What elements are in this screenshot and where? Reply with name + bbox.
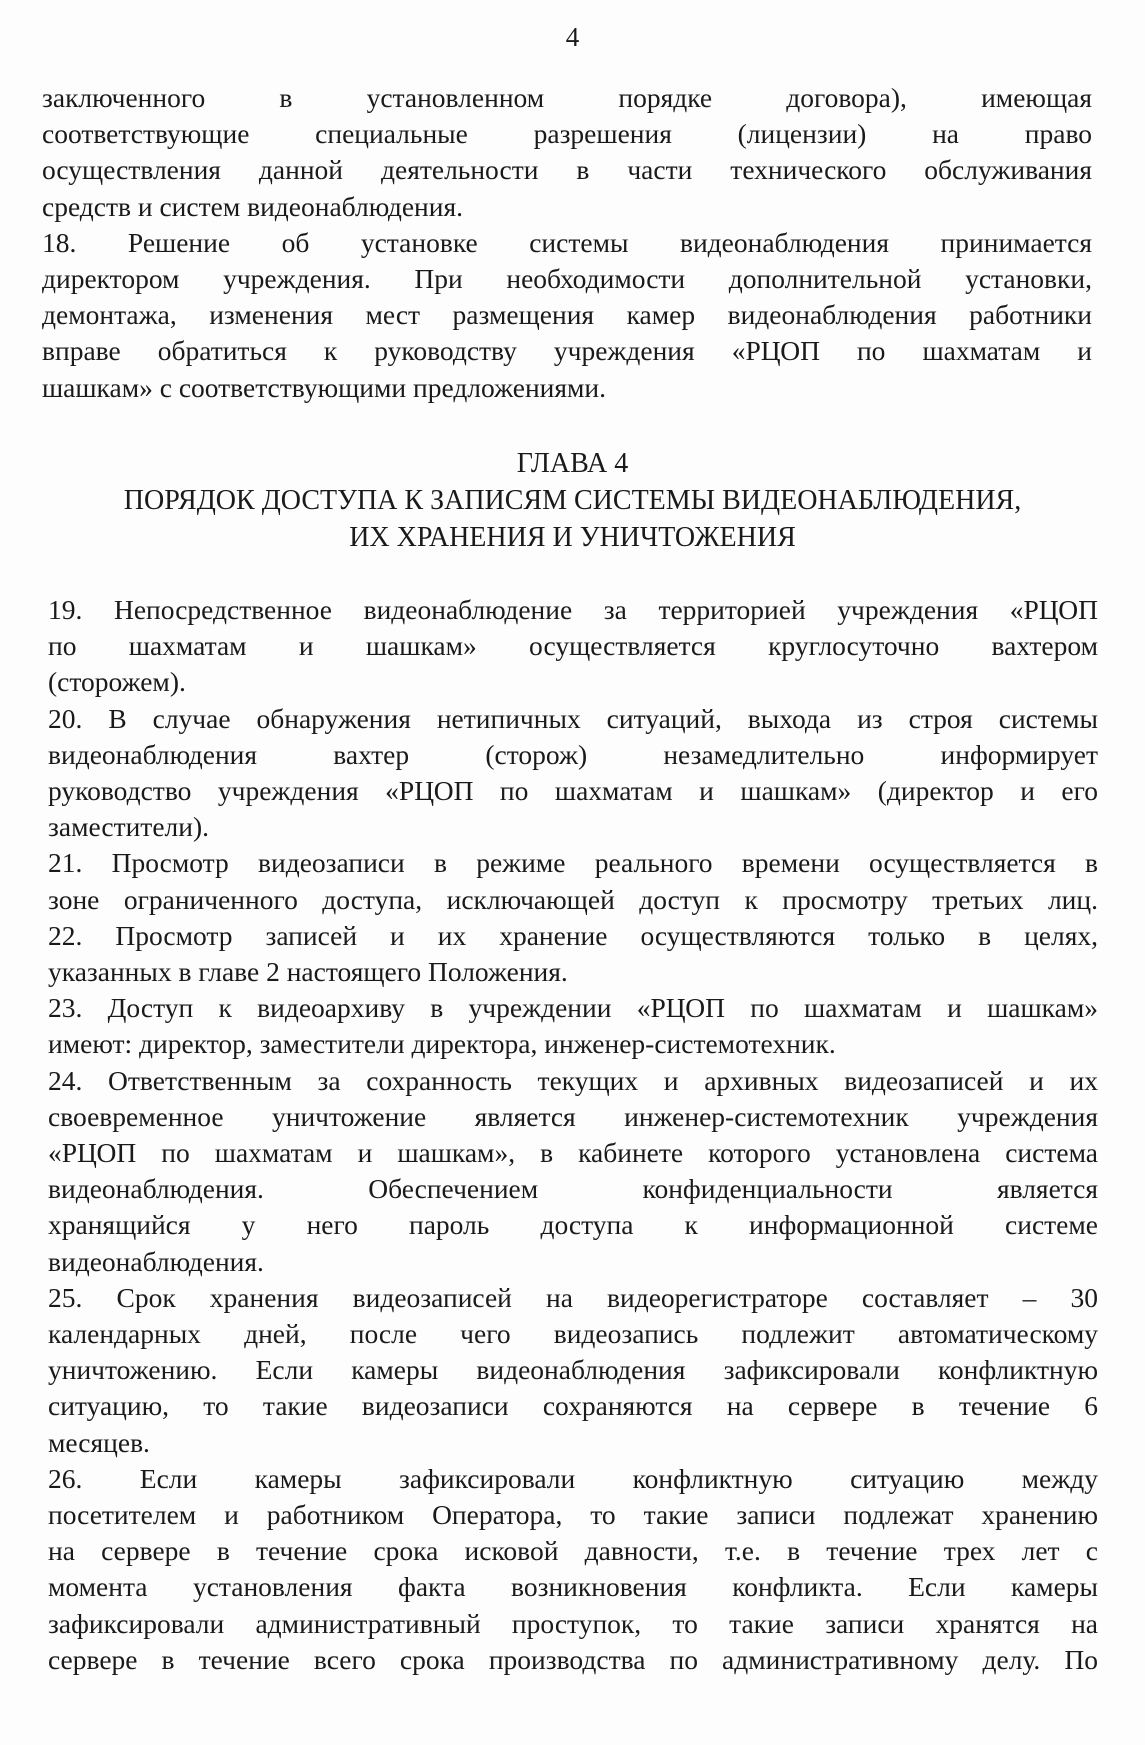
chapter-title-line-2: ИХ ХРАНЕНИЯ И УНИЧТОЖЕНИЯ [349, 522, 796, 553]
text-line: «РЦОП по шахматам и шашкам», в кабинете которого установлена система [48, 1137, 1098, 1169]
text-line: имеют: директор, заместители директора, инженер-системотехник. [48, 1028, 836, 1060]
text-line: зоне ограниченного доступа, исключающей доступ к просмотру третьих лиц. [48, 883, 1098, 915]
text-line: заключенного в установленном порядке договора), имеющая [42, 82, 1092, 113]
text-line: средств и систем видеонаблюдения. [42, 190, 463, 222]
text-line: видеонаблюдения. Обеспечением конфиденциальности является [48, 1173, 1098, 1205]
text-line: 21. Просмотр видеозаписи в режиме реального времени осуществляется в [48, 847, 1098, 879]
text-line: зафиксировали административный проступок, то такие записи хранятся на [48, 1607, 1098, 1639]
text-line: заместители). [48, 811, 209, 843]
text-line: по шахматам и шашкам» осуществляется круглосуточно вахтером [48, 630, 1098, 662]
text-line: своевременное уничтожение является инженер-системотехник учреждения [48, 1100, 1098, 1132]
text-line: ситуацию, то такие видеозаписи сохраняются на сервере в течение 6 [48, 1390, 1098, 1422]
text-line: 26. Если камеры зафиксировали конфликтную ситуацию между [48, 1462, 1098, 1494]
text-line: осуществления данной деятельности в части технического обслуживания [42, 154, 1092, 186]
main-paragraphs [48, 592, 1098, 1678]
text-line: 18. Решение об установке системы видеонаблюдения принимается [42, 226, 1092, 258]
top-paragraphs [42, 80, 1092, 406]
text-line: момента установления факта возникновения конфликта. Если камеры [48, 1571, 1098, 1603]
text-line: хранящийся у него пароль доступа к информационной системе [48, 1209, 1098, 1241]
chapter-number: ГЛАВА 4 [516, 448, 629, 479]
text-line: 20. В случае обнаружения нетипичных ситуаций, выхода из строя системы [48, 702, 1098, 734]
text-line: (сторожем). [48, 666, 186, 698]
text-line: 19. Непосредственное видеонаблюдение за территорией учреждения «РЦОП [48, 594, 1098, 625]
text-line: сервере в течение всего срока производства по административному делу. По [48, 1643, 1098, 1675]
text-line: соответствующие специальные разрешения (лицензии) на право [42, 118, 1092, 150]
text-line: 22. Просмотр записей и их хранение осуществляются только в целях, [48, 919, 1098, 951]
text-line: посетителем и работником Оператора, то такие записи подлежат хранению [48, 1499, 1098, 1531]
text-line: 25. Срок хранения видеозаписей на видеорегистраторе составляет – 30 [48, 1281, 1098, 1313]
text-line: на сервере в течение срока исковой давности, т.е. в течение трех лет с [48, 1535, 1098, 1567]
text-line: месяцев. [48, 1426, 150, 1458]
text-line: вправе обратиться к руководству учреждения «РЦОП по шахматам и [42, 335, 1092, 367]
chapter-title-line-1: ПОРЯДОК ДОСТУПА К ЗАПИСЯМ СИСТЕМЫ ВИДЕОНАБЛЮДЕНИЯ, [123, 485, 1022, 516]
text-line: шашкам» с соответствующими предложениями. [42, 371, 607, 403]
page-number: 4 [565, 22, 580, 52]
text-line: видеонаблюдения. [48, 1245, 264, 1277]
text-line: 24. Ответственным за сохранность текущих и архивных видеозаписей и их [48, 1064, 1098, 1096]
text-line: 23. Доступ к видеоархиву в учреждении «РЦОП по шахматам и шашкам» [48, 992, 1098, 1024]
text-line: руководство учреждения «РЦОП по шахматам и шашкам» (директор и его [48, 775, 1098, 807]
text-line: указанных в главе 2 настоящего Положения. [48, 956, 568, 988]
text-line: уничтожению. Если камеры видеонаблюдения зафиксировали конфликтную [48, 1354, 1098, 1386]
text-line: видеонаблюдения вахтер (сторож) незамедлительно информирует [48, 738, 1098, 770]
text-line: календарных дней, после чего видеозапись подлежит автоматическому [48, 1318, 1098, 1350]
text-line: директором учреждения. При необходимости дополнительной установки, [42, 263, 1092, 295]
text-line: демонтажа, изменения мест размещения камер видеонаблюдения работники [42, 299, 1092, 331]
